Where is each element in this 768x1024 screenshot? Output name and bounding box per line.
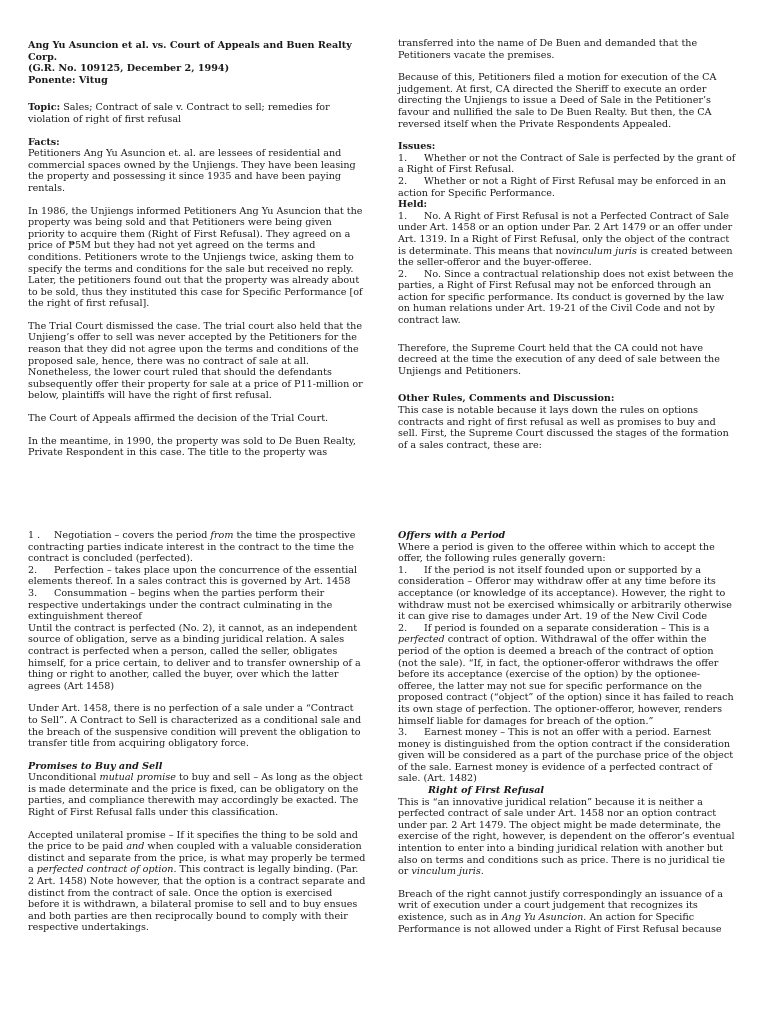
facts-paragraph: The Trial Court dismissed the case. The trial court also held that the Unjieng’s offer to sell was never accepted by the Petitioners for the reason that they did not agree upon the terms and conditions of the proposed sale, hence, there was no contract of sale at all. Nonetheless, the lower court ruled that should the defendants subsequently offer their property for sale at a price of P11-million or below, plaintiffs will have the right of first refusal. [28,320,363,402]
offers-intro: Where a period is given to the offeree within which to accept the offer, the following rules generally govern: [398,541,715,565]
topic-label: Topic: [28,102,61,114]
rofr-heading: Right of First Refusal [428,785,545,797]
held-heading: Held: [398,199,428,211]
rofr-paragraph: Breach of the right cannot justify correspondingly an issuance of a writ of execution under a court judgement that recognizes its existence, such as in Ang Yu Asuncion. An action for Specific Performance is not allowed under a Right of First Refusal because [398,888,724,935]
topic [28,102,366,125]
offer-item: 1. If the period is not itself founded upon or supported by a consideration – Offeror may withdraw offer at any time before its acceptance (or knowledge of its acceptance). However, the right to withdraw must not be exercised whimsically or arbitrarily otherwise it can give rise to damages under Art. 19 of the New Civil Code [398,564,732,623]
contract-to-sell-paragraph: Under Art. 1458, there is no perfection of a sale under a “Contract to Sell”. A Contract to Sell is characterized as a conditional sale and the breach of the suspensive condition will prevent the obligation to transfer title from acquiring obligatory force. [28,703,362,750]
case-title: Ang Yu Asuncion et al. vs. Court of Appeals and Buen Realty Corp. [28,40,352,63]
facts-paragraph: Petitioners Ang Yu Asuncion et. al. are lessees of residential and commercial spaces owned by the Unjiengs. They have been leasing the property and possessing it since 1935 and have been paying rentals. [28,148,356,194]
facts-paragraph: The Court of Appeals affirmed the decision of the Trial Court. [28,413,329,425]
stage-item: 3. Consummation – begins when the parties perform their respective undertakings under the contract culminating in the extinguishment thereof [28,587,333,623]
other-rules-intro: This case is notable because it lays down the rules on options contracts and right of first refusal as well as promises to buy and sell. First, the Supreme Court discussed the stages of the formation of a sales contract, these are: [398,405,729,451]
page-1-left-column [28,40,366,459]
facts-paragraph: transferred into the name of De Buen and demanded that the Petitioners vacate the premises. [398,38,698,61]
offers-heading: Offers with a Period [398,530,506,541]
issue-item: 1. Whether or not the Contract of Sale is perfected by the grant of a Right of First Refusal. [398,152,736,176]
page-2 [0,528,768,1024]
facts-paragraph: In the meantime, in 1990, the property was sold to De Buen Realty, Private Respondent in this case. The title to the property was [28,435,356,459]
issues-heading: Issues: [398,141,436,153]
page-2-right-column [398,530,736,935]
ponente: Ponente: Vitug [28,74,108,86]
other-rules-heading: Other Rules, Comments and Discussion: [398,393,615,405]
case-header [28,40,366,86]
promises-paragraph: Unconditional mutual promise to buy and sell – As long as the object is made determinate and the price is fixed, can be obligatory on the parties, and compliance therewith may accordingly be exacted. The Right of First Refusal falls under this classification. [28,772,363,819]
facts-paragraph: Because of this, Petitioners filed a motion for execution of the CA judgement. At first, CA directed the Sheriff to execute an order directing the Unjiengs to issue a Deed of Sale in the Petitioner’s favour and nullified the sale to De Buen Realty. But then, the CA reversed itself when the Private Respondents Appealed. [398,72,717,130]
promises-heading: Promises to Buy and Sell [28,760,163,772]
offer-item: 3. Earnest money – This is not an offer with a period. Earnest money is distinguished from the option contract if the consideration given will be considered as a part of the purchase price of the object of the sale. Earnest money is evidence of a perfected contract of sale. (Art. 1482) [398,727,734,785]
case-gr-number: (G.R. No. 109125, December 2, 1994) [28,63,230,75]
held-conclusion: Therefore, the Supreme Court held that the CA could not have decreed at the time the execution of any deed of sale between the Unjiengs and Petitioners. [398,342,720,377]
rofr-paragraph: This is “an innovative juridical relation” because it is neither a perfected contract of sale under Art. 1458 nor an option contract under par. 2 Art 1479. The object might be made determinate, the exercise of the right, however, is dependent on the offeror’s eventual intention to enter into a binding juridical relation with another but also on terms and conditions such as price. There is no juridical tie or vinculum juris. [398,796,735,878]
perfection-paragraph: Until the contract is perfected (No. 2), it cannot, as an independent source of obligation, serve as a binding juridical relation. A sales contract is perfected when a person, called the seller, obligates himself, for a price certain, to deliver and to transfer ownership of a thing or right to another, called the buyer, over which the latter agrees (Art 1458) [28,622,361,692]
held-item: 1. No. A Right of First Refusal is not a Perfected Contract of Sale under Art. 1458 or an option under Par. 2 Art 1479 or an offer under Art. 1319. In a Right of First Refusal, only the object of the contract is determinate. This means that novinculum juris is created between the seller-offeror and the buyer-offeree. [398,210,733,269]
page-1-right-column [398,38,736,451]
facts-heading: Facts: [28,136,60,148]
page-2-left-column [28,530,366,934]
issue-item: 2. Whether or not a Right of First Refusal may be enforced in an action for Specific Performance. [398,175,726,199]
offer-item: 2. If period is founded on a separate consideration – This is a perfected contract of option. Withdrawal of the offer within the period of the option is deemed a breach of the contract of option (not the sale). “If, in fact, the optioner-offeror withdraws the offer before its acceptance (exercise of the option) by the optionee-offeree, the latter may not sue for specific performance on the proposed contract (“object” of the option) since it has failed to reach its own stage of perfection. The optioner-offeror, however, renders himself liable for damages for breach of the option.” [398,622,734,727]
stage-item: 2. Perfection – takes place upon the concurrence of the essential elements thereof. In a sales contract this is governed by Art. 1458 [28,564,358,588]
facts-paragraph: In 1986, the Unjiengs informed Petitioners Ang Yu Asuncion that the property was being sold and that Petitioners were being given priority to acquire them (Right of First Refusal). They agreed on a price of ₱5M but they had not yet agreed on the terms and conditions. Petitioners wrote to the Unjiengs twice, asking them to specify the terms and conditions for the sale but received no reply. Later, the petitioners found out that the property was already about to be sold, thus they instituted this case for Specific Performance [of the right of first refusal]. [28,205,363,310]
topic-text: Sales; Contract of sale v. Contract to sell; remedies for violation of right of first refusal [28,102,330,125]
promises-paragraph: Accepted unilateral promise – If it specifies the thing to be sold and the price to be paid and when coupled with a valuable consideration distinct and separate from the price, is what may properly be termed a perfected contract of option. This contract is legally binding. (Par. 2 Art. 1458) Note however, that the option is a contract separate and distinct from the contract of sale. Once the option is exercised before it is withdrawn, a bilateral promise to sell and to buy ensues and both parties are then reciprocally bound to comply with their respective undertakings. [28,829,366,934]
stage-item: 1 . Negotiation – covers the period from the time the prospective contracting parties indicate interest in the contract to the time the contract is concluded (perfected). [28,530,356,565]
held-item: 2. No. Since a contractual relationship does not exist between the parties, a Right of First Refusal may not be enforced through an action for specific performance. Its conduct is governed by the law on human relations under Art. 19-21 of the Civil Code and not by contract law. [398,268,734,327]
